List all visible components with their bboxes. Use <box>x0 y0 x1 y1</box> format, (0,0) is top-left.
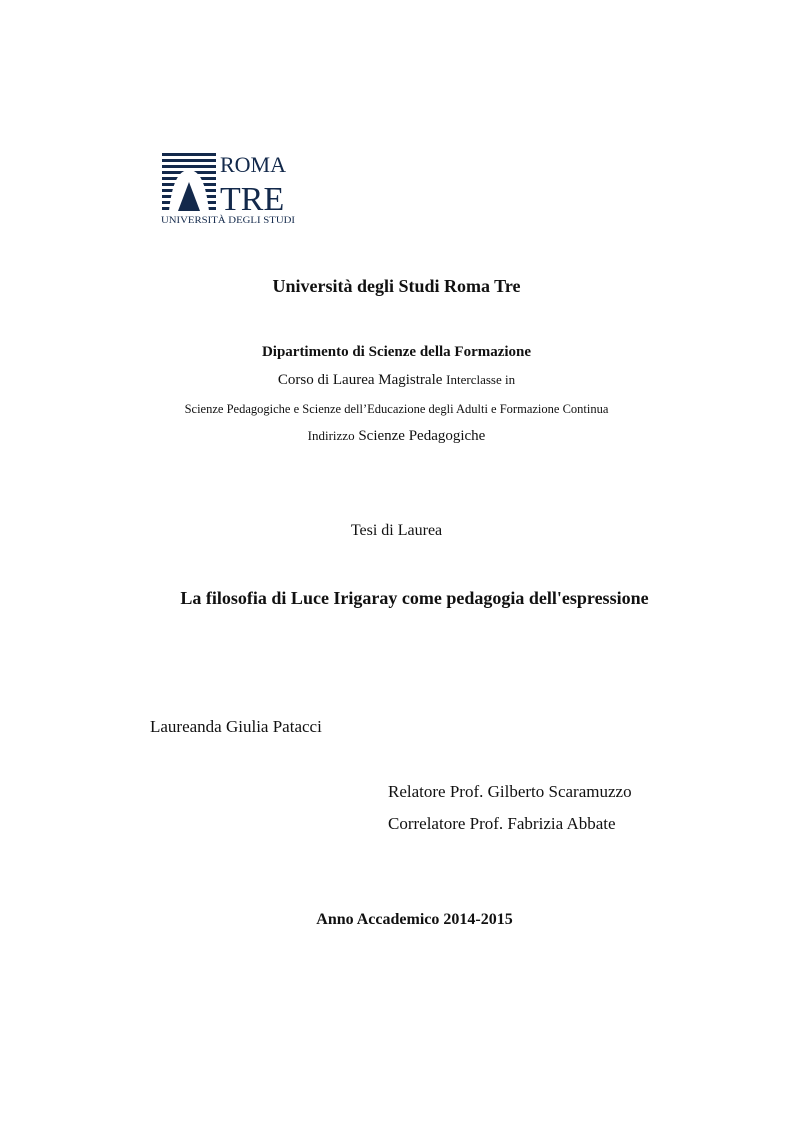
supervisor: Relatore Prof. Gilberto Scaramuzzo <box>388 782 632 801</box>
logo-roma-text: ROMA <box>220 152 287 177</box>
student-name: Laureanda Giulia Patacci <box>150 717 322 736</box>
roma-tre-logo-icon <box>160 152 300 226</box>
logo-tre-text: TRE <box>220 181 285 218</box>
department-name: Dipartimento di Scienze della Formazione <box>261 344 532 360</box>
course-prefix: Corso di Laurea Magistrale <box>277 372 443 388</box>
address-value: Scienze Pedagogiche <box>358 428 486 444</box>
co-supervisor: Correlatore Prof. Fabrizia Abbate <box>388 814 616 833</box>
thesis-type: Tesi di Laurea <box>350 522 443 539</box>
degree-name: Scienze Pedagogiche e Scienze dell’Educazione degli Adulti e Formazione Continua <box>184 402 609 416</box>
address-prefix: Indirizzo <box>307 428 355 443</box>
course-line <box>0 372 793 389</box>
address-line <box>0 428 793 445</box>
logo-subtitle-text: UNIVERSITÀ DEGLI STUDI <box>161 216 280 226</box>
course-suffix: Interclasse in <box>446 372 516 387</box>
university-name: Università degli Studi Roma Tre <box>272 276 521 296</box>
university-logo <box>160 152 300 226</box>
academic-year: Anno Accademico 2014-2015 <box>316 911 513 928</box>
thesis-title: La filosofia di Luce Irigaray come pedagogia dell'espressione <box>180 588 649 608</box>
